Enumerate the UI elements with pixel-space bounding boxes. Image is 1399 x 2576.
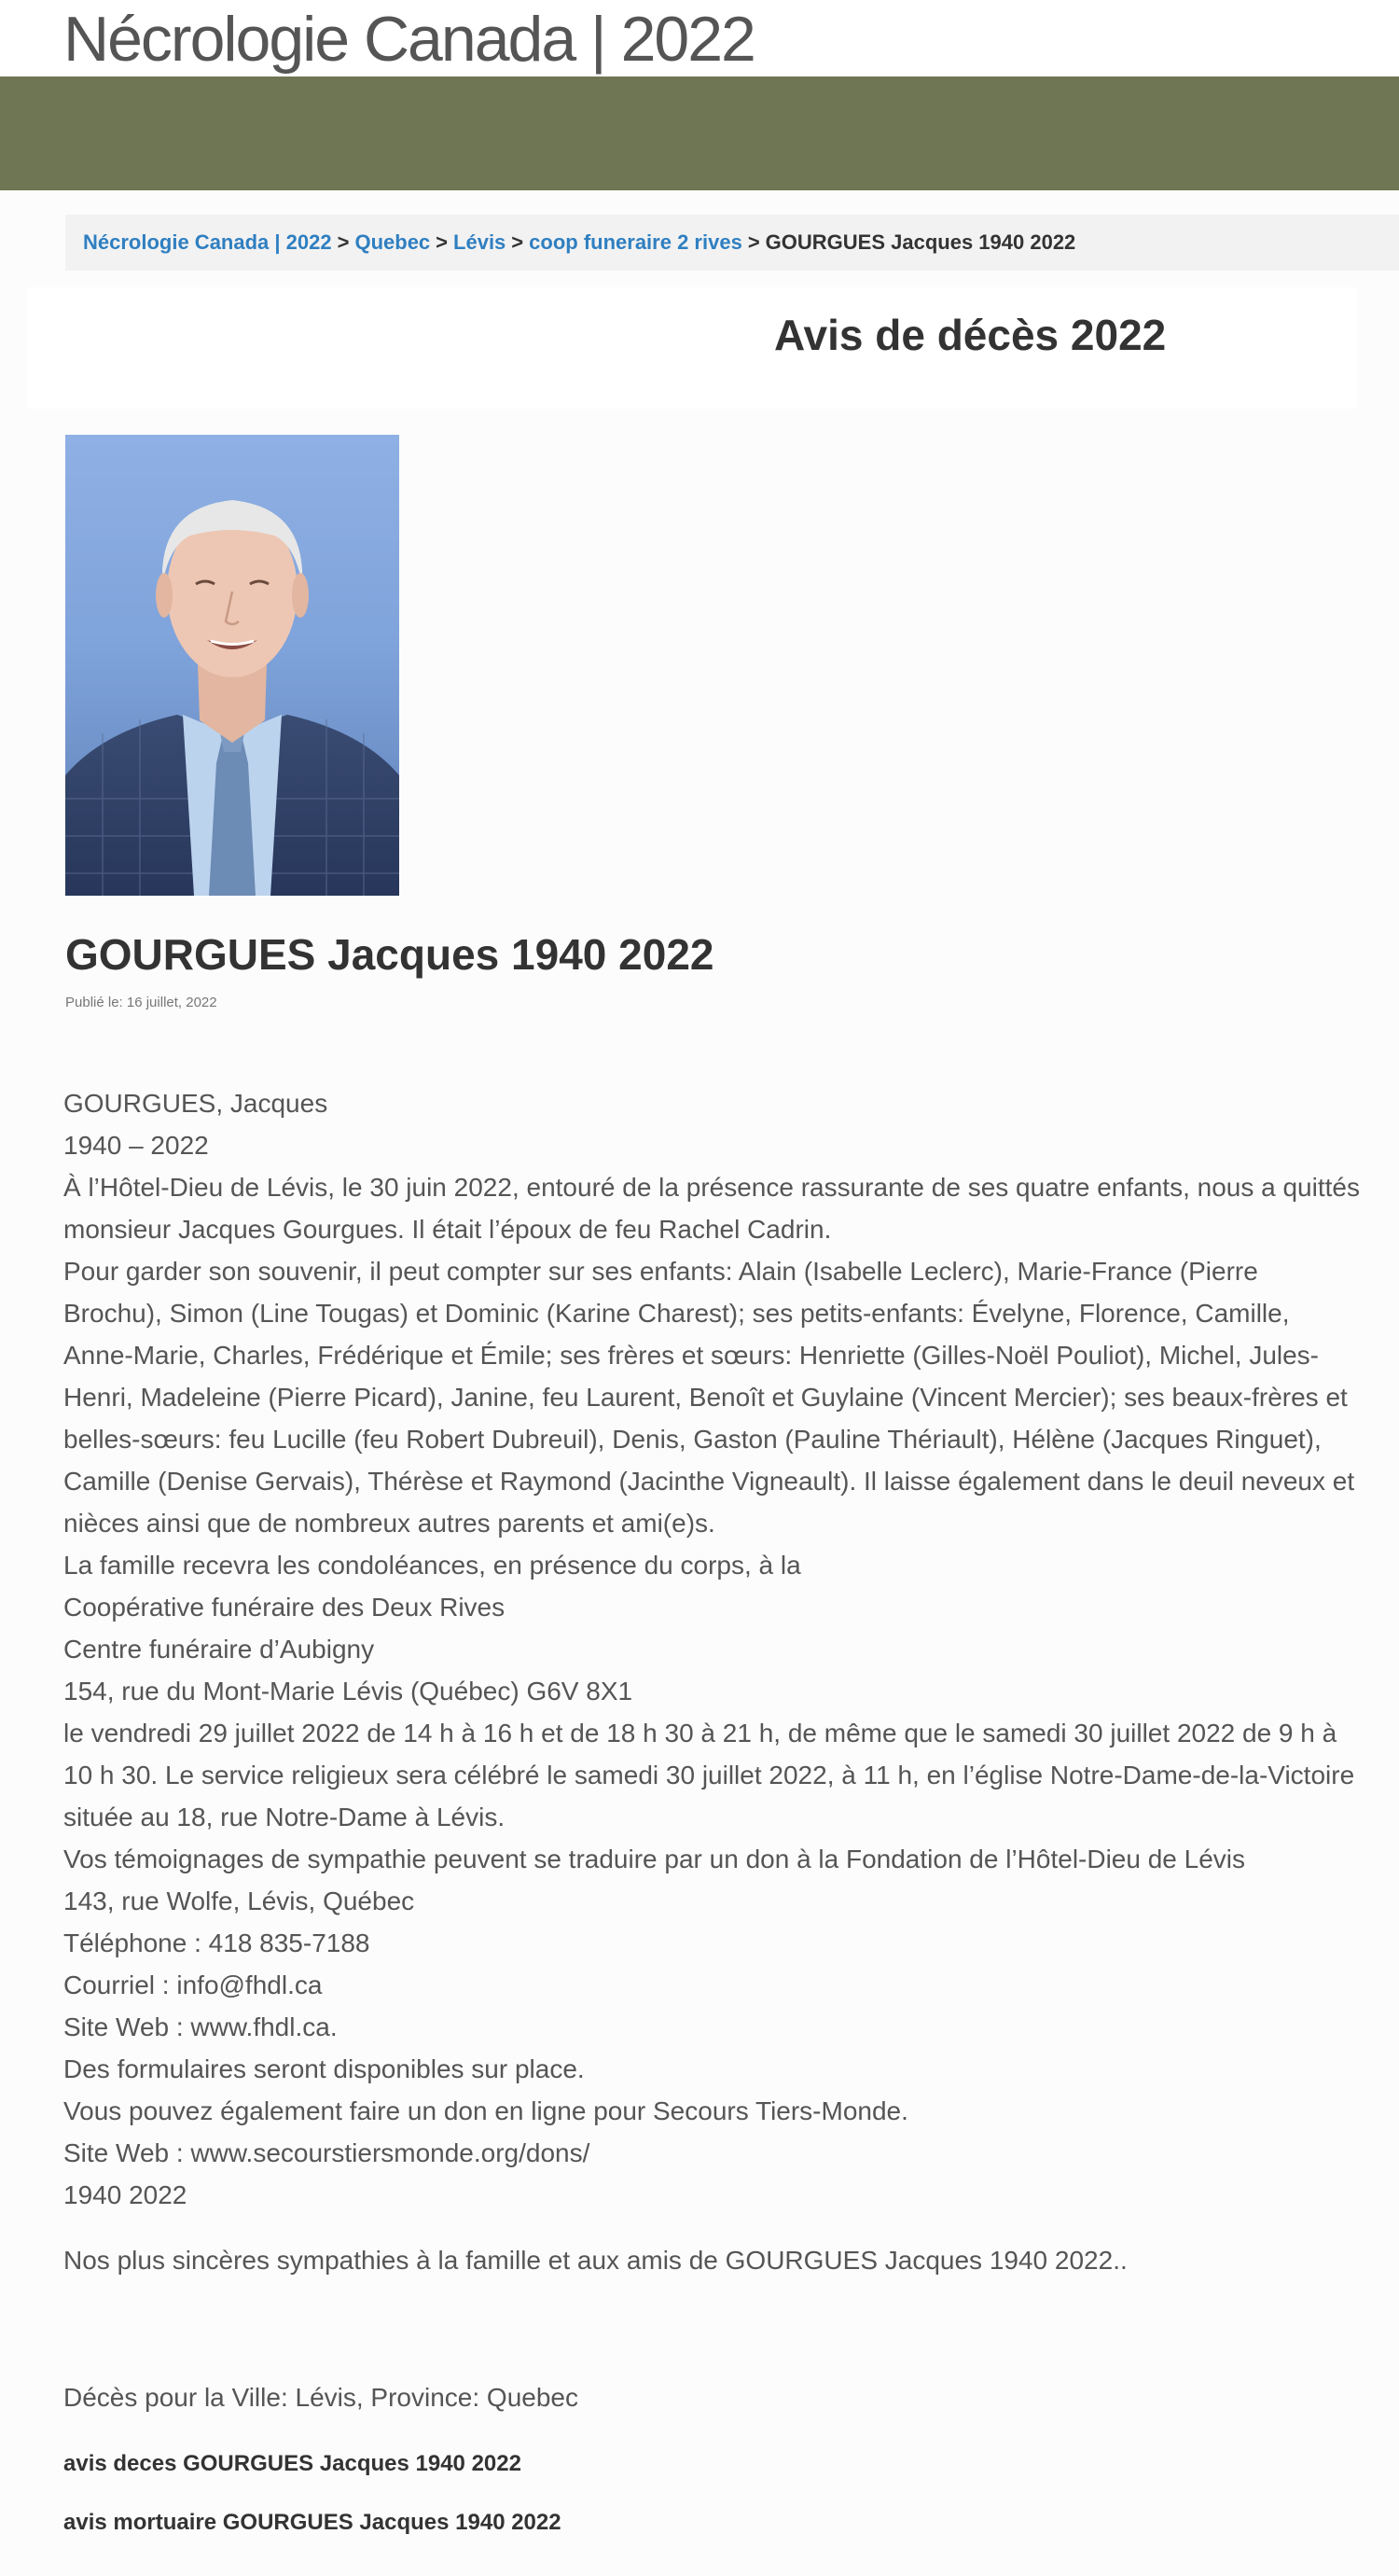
published-date: Publié le: 16 juillet, 2022 [65,995,217,1010]
obituary-line: Site Web : www.fhdl.ca. [63,2012,338,2041]
breadcrumb-separator: > [436,230,449,254]
obituary-line: 1940 2022 [63,2180,187,2209]
obituary-line: 143, rue Wolfe, Lévis, Québec [63,1887,415,1915]
top-bar [0,0,1399,77]
obituary-line: La famille recevra les condoléances, en présence du corps, à la [63,1551,801,1580]
site-title-link[interactable]: Nécrologie Canada | 2022 [63,4,755,75]
tag-link-avis-mortuaire[interactable]: avis mortuaire GOURGUES Jacques 1940 2022 [63,2510,561,2535]
breadcrumb-separator: > [747,230,760,254]
sympathy-message: Nos plus sincères sympathies à la famille et aux amis de GOURGUES Jacques 1940 2022.. [63,2246,1128,2275]
tag-link-avis-deces[interactable]: avis deces GOURGUES Jacques 1940 2022 [63,2451,521,2476]
breadcrumb [65,215,1399,271]
breadcrumb-separator: > [337,230,350,254]
obituary-line: Vous pouvez également faire un don en ligne pour Secours Tiers-Monde. [63,2096,908,2125]
breadcrumb-current: GOURGUES Jacques 1940 2022 [765,230,1076,254]
obituary-line: Centre funéraire d’Aubigny [63,1635,375,1664]
obituary-line: le vendredi 29 juillet 2022 de 14 h à 16 h et de 18 h 30 à 21 h, de même que le samedi 30 juillet 2022 de 9 h à 10 h 30. Le service religieux sera célébré le samedi 30 juillet 2022, à 11 h, en l’église Notre-Dame-de-la-Victoire située au 18, rue Notre-Dame à Lévis. [63,1719,1355,1831]
obituary-line: Téléphone : 418 835-7188 [63,1929,370,1957]
breadcrumb-separator: > [511,230,524,254]
deceased-photo [65,435,399,896]
obituary-line: 1940 – 2022 [63,1131,209,1160]
header-banner [0,77,1399,190]
breadcrumb-link-funeral-home[interactable]: coop funeraire 2 rives [529,230,742,254]
breadcrumb-link-home[interactable]: Nécrologie Canada | 2022 [83,230,332,254]
obituary-line: Site Web : www.secourstiersmonde.org/dons/ [63,2138,590,2167]
obituary-line: GOURGUES, Jacques [63,1089,328,1118]
city-info: Décès pour la Ville: Lévis, Province: Quebec [63,2383,578,2412]
obituary-line: À l’Hôtel-Dieu de Lévis, le 30 juin 2022, entouré de la présence rassurante de ses quatre enfants, nous a quittés monsieur Jacques Gourgues. Il était l’époux de feu Rachel Cadrin. [63,1173,1360,1244]
obituary-line: 154, rue du Mont-Marie Lévis (Québec) G6V 8X1 [63,1677,633,1706]
breadcrumb-link-province[interactable]: Quebec [354,230,431,254]
obituary-title: GOURGUES Jacques 1940 2022 [65,930,714,979]
obituary-line: Pour garder son souvenir, il peut compter sur ses enfants: Alain (Isabelle Leclerc), Marie-France (Pierre Brochu), Simon (Line Tougas) et Dominic (Karine Charest); ses petits-enfants: Évelyne, Florence, Camille, Anne-Marie, Charles, Frédérique et Émile; ses frères et sœurs: Henriette (Gilles-Noël Pouliot), Michel, Jules-Henri, Madeleine (Pierre Picard), Janine, feu Laurent, Benoît et Guylaine (Vincent Mercier); ses beaux-frères et belles-sœurs: feu Lucille (feu Robert Dubreuil), Denis, Gaston (Pauline Thériault), Hélène (Jacques Ringuet), Camille (Denise Gervais), Thérèse et Raymond (Jacinthe Vigneault). Il laisse également dans le deuil neveux et nièces ainsi que de nombreux autres parents et ami(e)s. [63,1257,1355,1538]
obituary-text [63,1082,1360,2216]
obituary-line: Des formulaires seront disponibles sur place. [63,2054,585,2083]
obituary-line: Coopérative funéraire des Deux Rives [63,1593,506,1622]
obituary-line: Vos témoignages de sympathie peuvent se traduire par un don à la Fondation de l’Hôtel-Dieu de Lévis [63,1845,1246,1873]
page-heading: Avis de décès 2022 [774,311,1167,359]
obituary-line: Courriel : info@fhdl.ca [63,1970,323,1999]
portrait-photo-icon [65,435,399,896]
breadcrumb-link-city[interactable]: Lévis [453,230,506,254]
